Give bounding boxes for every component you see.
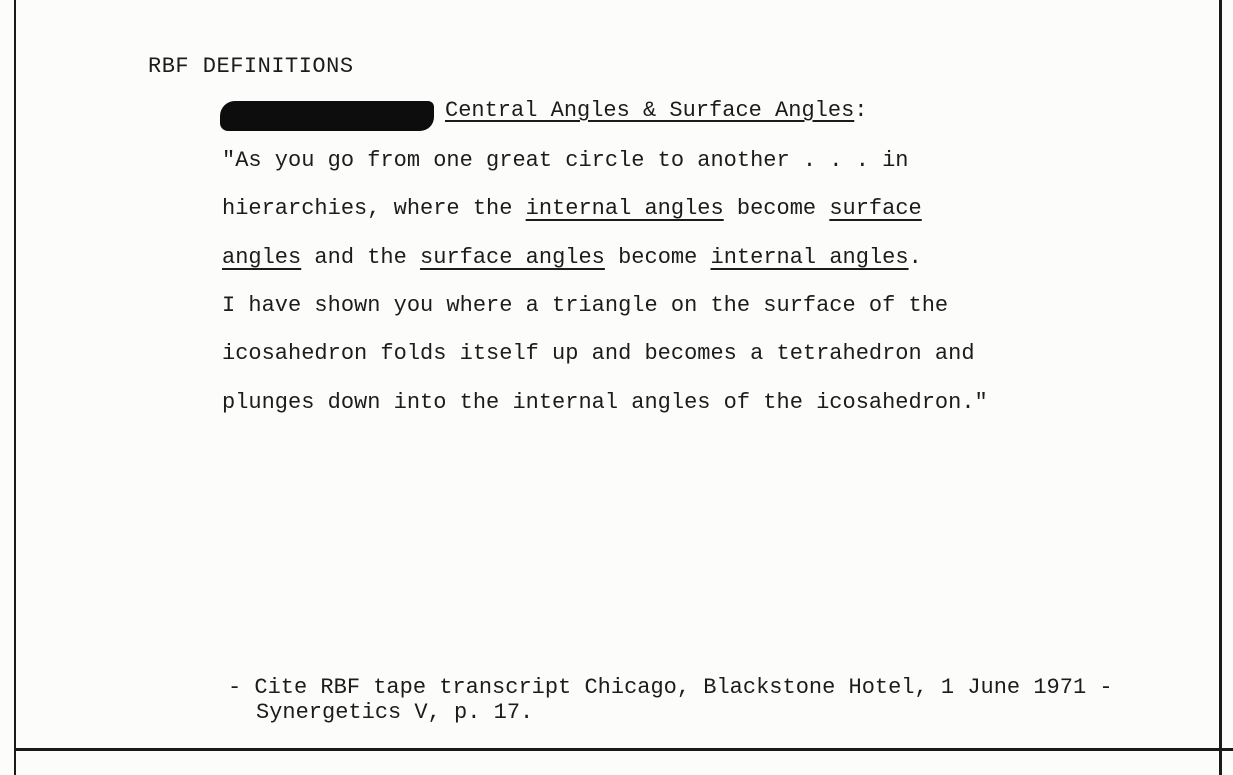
page-border-left	[14, 0, 16, 775]
page-border-bottom	[14, 748, 1233, 751]
page-heading: RBF DEFINITIONS	[148, 54, 354, 79]
underlined-term: angles	[222, 245, 302, 270]
quote-text: and the	[301, 245, 421, 270]
quote-line-5: icosahedron folds itself up and becomes a tetrahedron and	[222, 341, 975, 366]
quote-line-1: "As you go from one great circle to another . . . in	[222, 148, 909, 173]
citation-line-2: Synergetics V, p. 17.	[256, 700, 534, 725]
underlined-term: internal angles	[525, 196, 724, 221]
underlined-term: surface angles	[420, 245, 605, 270]
citation-line-1: - Cite RBF tape transcript Chicago, Blackstone Hotel, 1 June 1971 -	[228, 675, 1113, 700]
quote-text: become	[604, 245, 711, 270]
quote-text: become	[723, 196, 830, 221]
redaction-mark	[220, 101, 434, 131]
quote-line-6: plunges down into the internal angles of the icosahedron."	[222, 390, 988, 415]
quote-text: .	[908, 245, 922, 270]
definition-title-text: Central Angles & Surface Angles	[445, 98, 855, 123]
underlined-term: surface	[829, 196, 922, 221]
quote-line-3	[222, 245, 922, 270]
quote-text: hierarchies, where the	[222, 196, 526, 221]
definition-title	[445, 98, 867, 123]
quote-line-2	[222, 196, 922, 221]
quote-line-4: I have shown you where a triangle on the surface of the	[222, 293, 949, 318]
definition-title-colon: :	[854, 98, 868, 123]
underlined-term: internal angles	[710, 245, 909, 270]
page-border-right	[1219, 0, 1222, 775]
